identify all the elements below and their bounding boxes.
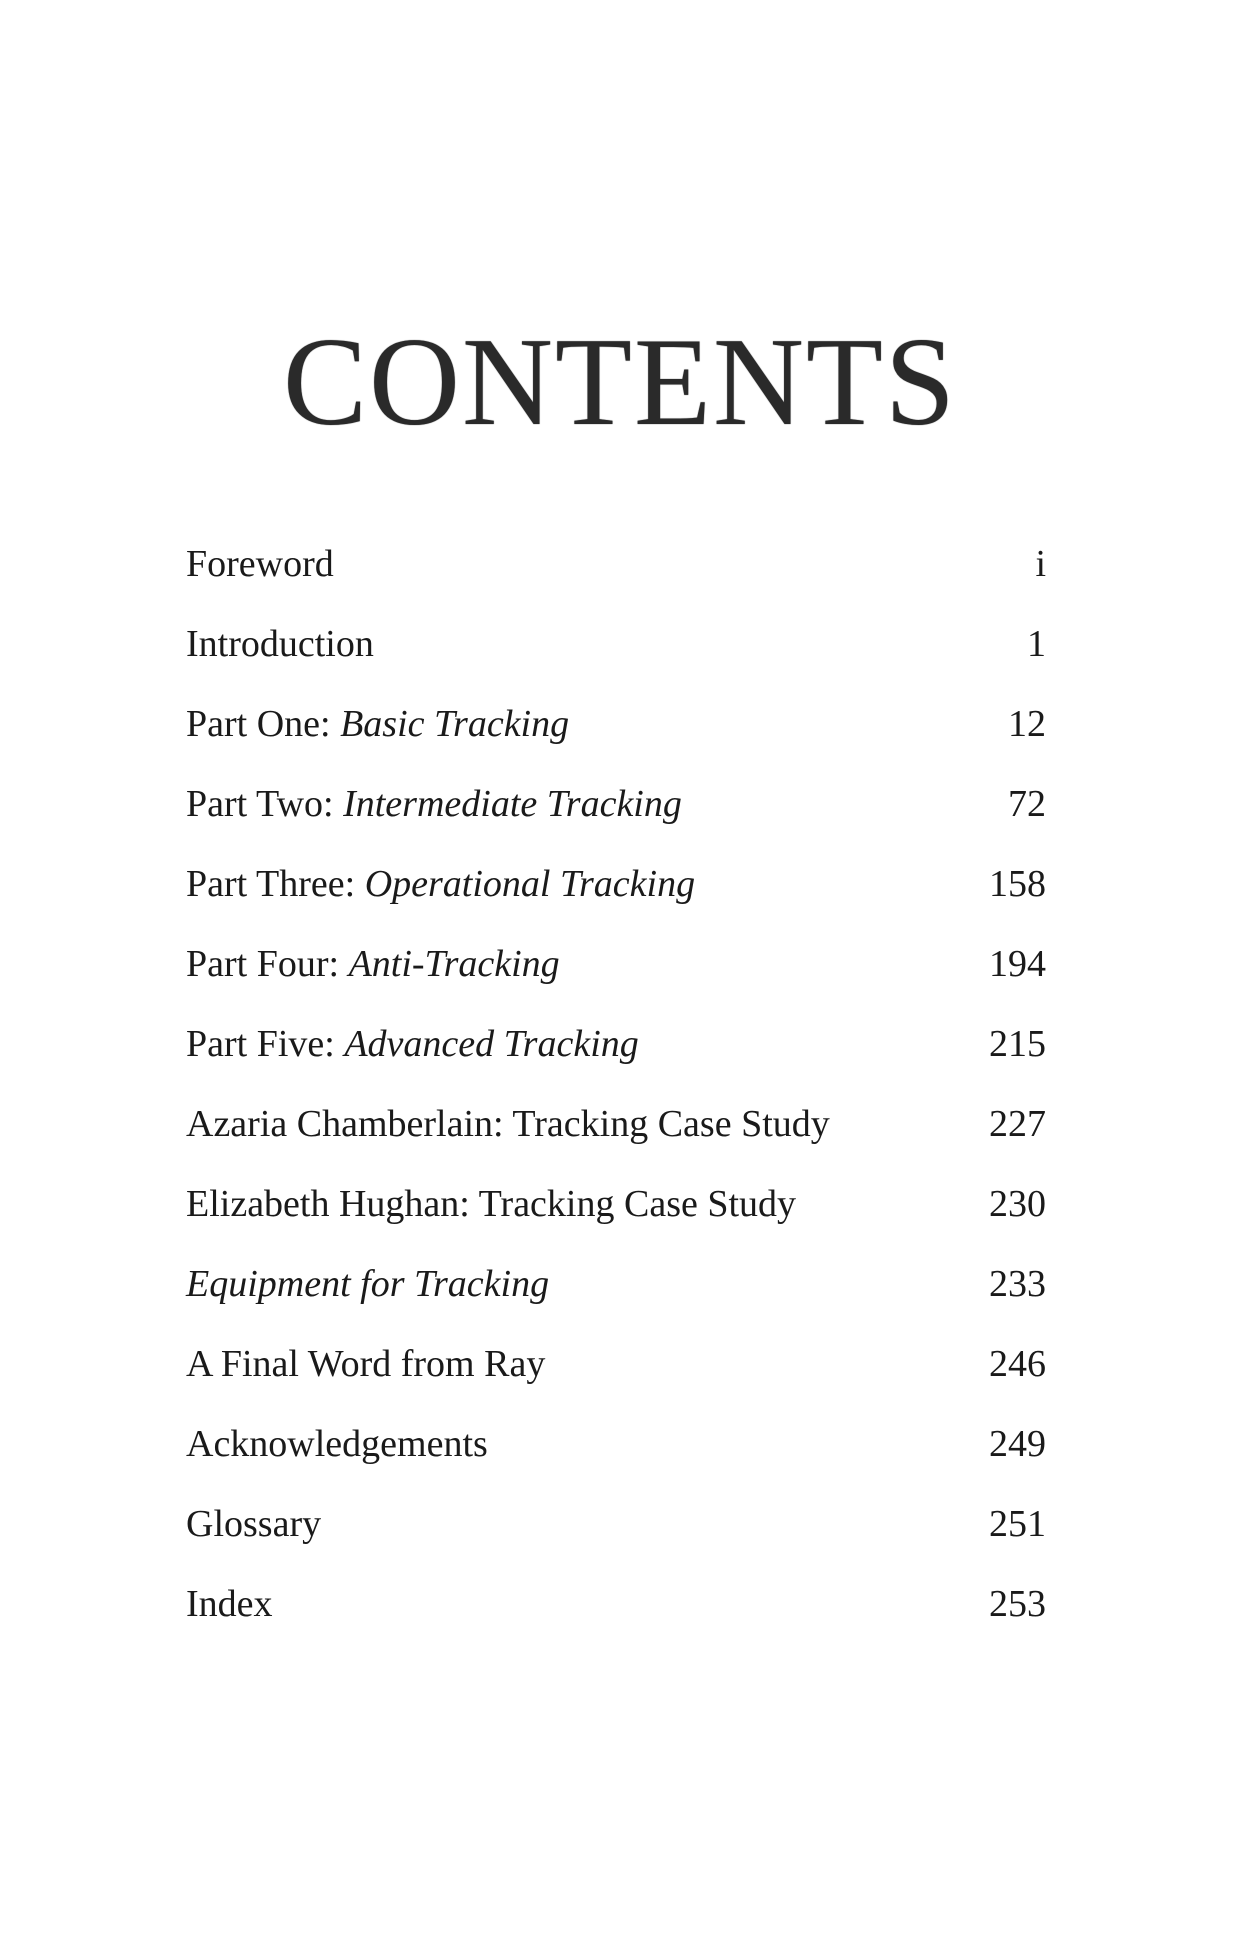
toc-page-number: 158 — [989, 863, 1046, 905]
toc-entry-text: Part Two: — [186, 783, 344, 825]
toc-entry-foreword — [186, 540, 1046, 620]
toc-entry-label — [186, 1500, 321, 1548]
toc-entry-part-three — [186, 860, 1046, 940]
toc-entry-label — [186, 1100, 830, 1148]
toc-entry-italic-text: Advanced Tracking — [344, 1023, 639, 1065]
toc-entry-label — [186, 700, 569, 748]
toc-entry-index — [186, 1580, 1046, 1660]
toc-page-number: 194 — [989, 943, 1046, 985]
toc-page-number: 246 — [989, 1343, 1046, 1385]
toc-page-number: i — [1035, 543, 1046, 585]
toc-entry-italic-text: Basic Tracking — [340, 703, 570, 745]
toc-entry-italic-text: Equipment for Tracking — [186, 1263, 550, 1305]
toc-entry-label — [186, 540, 334, 588]
toc-entry-label — [186, 1420, 488, 1468]
toc-entry-part-five — [186, 1020, 1046, 1100]
toc-entry-italic-text: Anti-Tracking — [348, 943, 560, 985]
toc-entry-text: Part Four: — [186, 943, 349, 985]
toc-entry-label — [186, 860, 695, 908]
toc-page-number: 12 — [1008, 703, 1046, 745]
toc-entry-label — [186, 1340, 545, 1388]
toc-entry-label — [186, 620, 374, 668]
toc-entry-label — [186, 940, 560, 988]
toc-entry-label — [186, 1580, 273, 1628]
toc-page-number: 215 — [989, 1023, 1046, 1065]
toc-entry-text: Introduction — [186, 623, 374, 665]
toc-entry-italic-text: Operational Tracking — [364, 863, 696, 905]
toc-entry-text: Part Five: — [186, 1023, 345, 1065]
toc-page-number: 251 — [989, 1503, 1046, 1545]
toc-entry-equipment — [186, 1260, 1046, 1340]
toc-entry-part-one — [186, 700, 1046, 780]
toc-page-number: 227 — [989, 1103, 1046, 1145]
toc-page-number: 72 — [1008, 783, 1046, 825]
table-of-contents — [186, 540, 1046, 1660]
toc-entry-italic-text: Intermediate Tracking — [343, 783, 682, 825]
toc-entry-text: Part Three: — [186, 863, 365, 905]
toc-entry-text: A Final Word from Ray — [186, 1343, 546, 1385]
toc-entry-text: Index — [186, 1583, 273, 1625]
toc-entry-elizabeth-hughan — [186, 1180, 1046, 1260]
toc-entry-text: Acknowledgements — [186, 1423, 488, 1465]
toc-entry-final-word — [186, 1340, 1046, 1420]
toc-entry-text: Azaria Chamberlain: Tracking Case Study — [186, 1103, 830, 1145]
toc-entry-text: Glossary — [186, 1503, 322, 1545]
toc-entry-label — [186, 1180, 796, 1228]
toc-page-number: 249 — [989, 1423, 1046, 1465]
toc-page-number: 253 — [989, 1583, 1046, 1625]
toc-entry-label — [186, 780, 682, 828]
toc-entry-part-two — [186, 780, 1046, 860]
toc-entry-label — [186, 1020, 639, 1068]
page-title: CONTENTS — [283, 313, 957, 452]
toc-entry-text: Part One: — [186, 703, 341, 745]
toc-entry-glossary — [186, 1500, 1046, 1580]
toc-entry-acknowledgements — [186, 1420, 1046, 1500]
toc-entry-label — [186, 1260, 549, 1308]
toc-page-number: 230 — [989, 1183, 1046, 1225]
toc-page-number: 233 — [989, 1263, 1046, 1305]
toc-page-number: 1 — [1027, 623, 1046, 665]
toc-entry-azaria-chamberlain — [186, 1100, 1046, 1180]
toc-entry-introduction — [186, 620, 1046, 700]
toc-entry-part-four — [186, 940, 1046, 1020]
toc-entry-text: Elizabeth Hughan: Tracking Case Study — [186, 1183, 797, 1225]
toc-entry-text: Foreword — [186, 543, 334, 585]
